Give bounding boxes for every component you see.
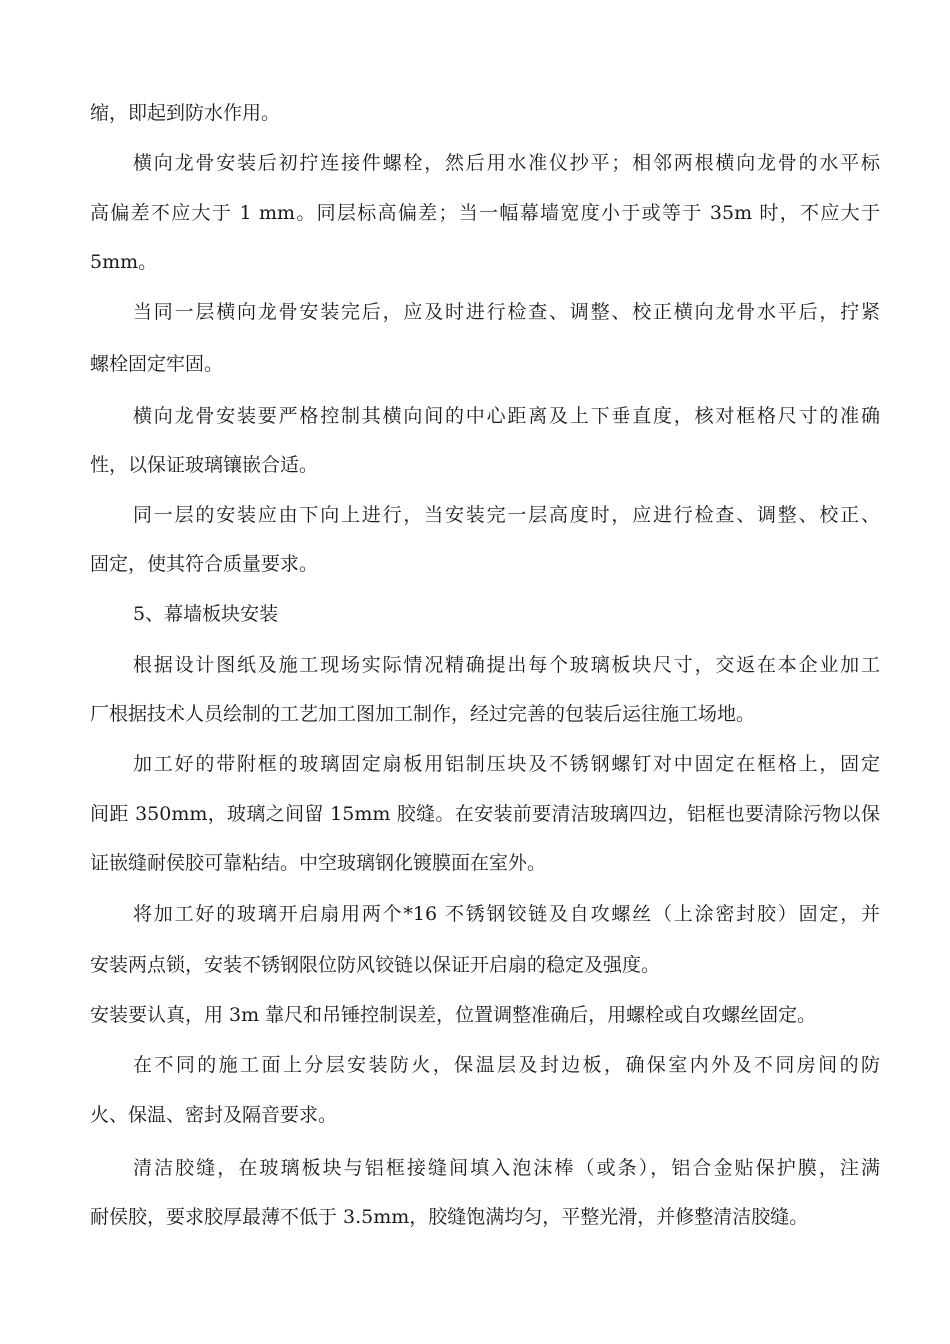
text-line: 固定，使其符合质量要求。 — [90, 553, 319, 575]
text-line: 高偏差不应大于 1 mm。同层标高偏差；当一幅幕墙宽度小于或等于 35m 时，不应大于 — [90, 202, 880, 224]
text-line: 安装要认真，用 3m 靠尺和吊锤控制误差，位置调整准确后，用螺栓或自攻螺丝固定。 — [90, 1004, 817, 1026]
text-line: 性，以保证玻璃镶嵌合适。 — [90, 454, 319, 476]
paragraph-first-line: 同一层的安装应由下向上进行，当安装完一层高度时，应进行检查、调整、校正、 — [133, 504, 880, 526]
paragraph-first-line: 横向龙骨安装后初拧连接件螺栓，然后用水准仪抄平；相邻两根横向龙骨的水平标 — [133, 152, 880, 174]
paragraph-first-line: 根据设计图纸及施工现场实际情况精确提出每个玻璃板块尺寸，交返在本企业加工 — [133, 654, 880, 676]
text-line: 间距 350mm，玻璃之间留 15mm 胶缝。在安装前要清洁玻璃四边，铝框也要清除污物以保 — [90, 803, 880, 825]
section-heading: 5、幕墙板块安装 — [133, 603, 279, 625]
paragraph-first-line: 在不同的施工面上分层安装防火，保温层及封边板，确保室内外及不同房间的防 — [133, 1054, 880, 1076]
paragraph-first-line: 横向龙骨安装要严格控制其横向间的中心距离及上下垂直度，核对框格尺寸的准确 — [133, 405, 880, 427]
text-line: 5mm。 — [90, 251, 158, 273]
text-line: 耐侯胶，要求胶厚最薄不低于 3.5mm，胶缝饱满均匀，平整光滑，并修整清洁胶缝。 — [90, 1206, 809, 1228]
text-line: 厂根据技术人员绘制的工艺加工图加工制作，经过完善的包装后运往施工场地。 — [90, 703, 756, 725]
paragraph-first-line: 将加工好的玻璃开启扇用两个*16 不锈钢铰链及自攻螺丝（上涂密封胶）固定，并 — [133, 903, 880, 925]
text-line: 证嵌缝耐侯胶可靠粘结。中空玻璃钢化镀膜面在室外。 — [90, 852, 547, 874]
paragraph-first-line: 加工好的带附框的玻璃固定扇板用铝制压块及不锈钢螺钉对中固定在框格上，固定 — [133, 753, 880, 775]
text-line: 火、保温、密封及隔音要求。 — [90, 1104, 338, 1126]
text-line: 螺栓固定牢固。 — [90, 353, 224, 375]
paragraph-first-line: 清洁胶缝，在玻璃板块与铝框接缝间填入泡沫棒（或条），铝合金贴保护膜，注满 — [133, 1157, 880, 1179]
text-line: 安装两点锁，安装不锈钢限位防风铰链以保证开启扇的稳定及强度。 — [90, 954, 661, 976]
text-line: 缩，即起到防水作用。 — [90, 102, 281, 124]
paragraph-first-line: 当同一层横向龙骨安装完后，应及时进行检查、调整、校正横向龙骨水平后，拧紧 — [133, 301, 880, 323]
